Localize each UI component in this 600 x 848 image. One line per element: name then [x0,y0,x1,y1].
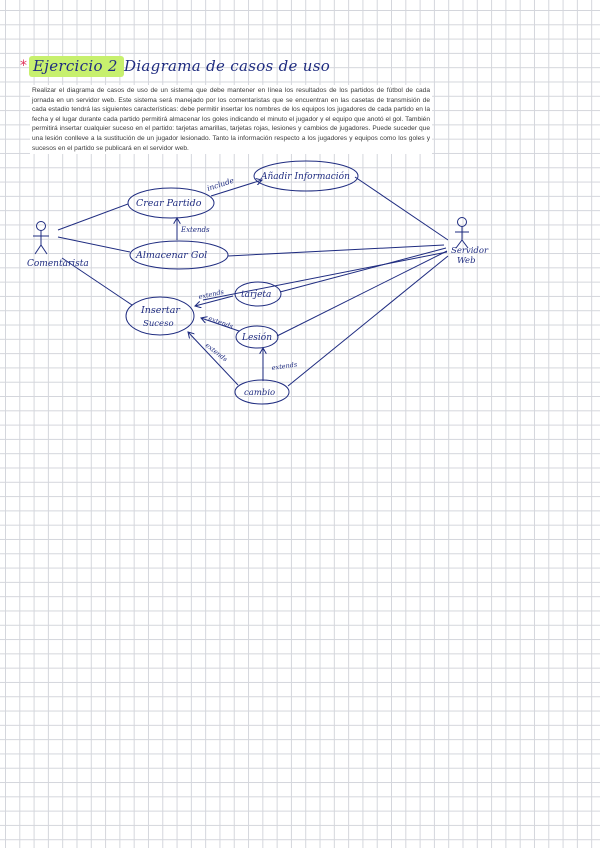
extends-cambio-label: extends [203,341,229,364]
assoc-servidor-cambio [288,256,448,386]
usecase-insertar-label-2: Suceso [143,319,174,329]
extends-tarjeta-label: extends [197,287,225,301]
include-label: include [205,175,236,193]
actor-servidor-label-1: Servidor [451,246,489,256]
page-title: Diagrama de casos de uso [124,57,331,75]
bullet-mark: * [20,58,27,74]
assoc-comentarista-gol [58,237,130,252]
extends-cambio-arrow [188,332,238,385]
usecase-anadir-informacion-label: Añadir Información [261,172,350,182]
usecase-crear-partido-label: Crear Partido [136,198,202,209]
actor-comentarista [33,222,49,255]
usecase-insertar-suceso [126,297,194,335]
extends-cambio-lesion-label: extends [271,360,298,372]
actor-servidor-web [455,218,469,249]
usecase-lesion-label: Lesión [242,333,273,343]
exercise-description: Realizar el diagrama de casos de uso de un sistema que debe mantener en línea los resultados de los partidos de fútbol de cada jornada en un servidor web. Este sistema será manejado por los comentaristas que se encuentran en las casetas de transmisión de cada estadio tendrá las siguientes características: debe permitir insertar los nombres de los equipos los jugadores de cada partido en la fecha y el lugar durante cada partido permitirá almacenar los goles indicando el minuto el jugador y el equipo que anotó el gol. También permitirá insertar cualquier suceso en el partido: tarjetas amarillas, tarjetas rojas, lesiones y cambios de jugadores. Puede suceder que una lesión conlleve a la sustitución de un jugador lesionado. Tanto la información respecto a los jugadores y equipos como los goles y sucesos en el partido se publicará en el servidor web. [30,85,432,154]
assoc-comentarista-crear [58,204,128,230]
assoc-servidor-insertar [203,252,447,300]
usecase-insertar-label-1: Insertar [141,305,180,316]
usecase-cambio-label: cambio [244,388,276,398]
exercise-label: Ejercicio 2 [29,56,124,77]
actor-servidor-label-2: Web [457,256,476,266]
actor-comentarista-label: Comentarista [27,259,89,269]
extends-gol-label: Extends [181,226,210,234]
extends-lesion-label: extends [207,314,235,331]
assoc-servidor-tarjeta [280,248,446,292]
usecase-almacenar-gol-label: Almacenar Gol [136,250,208,261]
assoc-servidor-gol [228,245,444,256]
assoc-servidor-lesion [277,251,447,336]
usecase-tarjeta-label: tarjeta [241,290,272,300]
assoc-servidor-anadir [355,177,448,240]
